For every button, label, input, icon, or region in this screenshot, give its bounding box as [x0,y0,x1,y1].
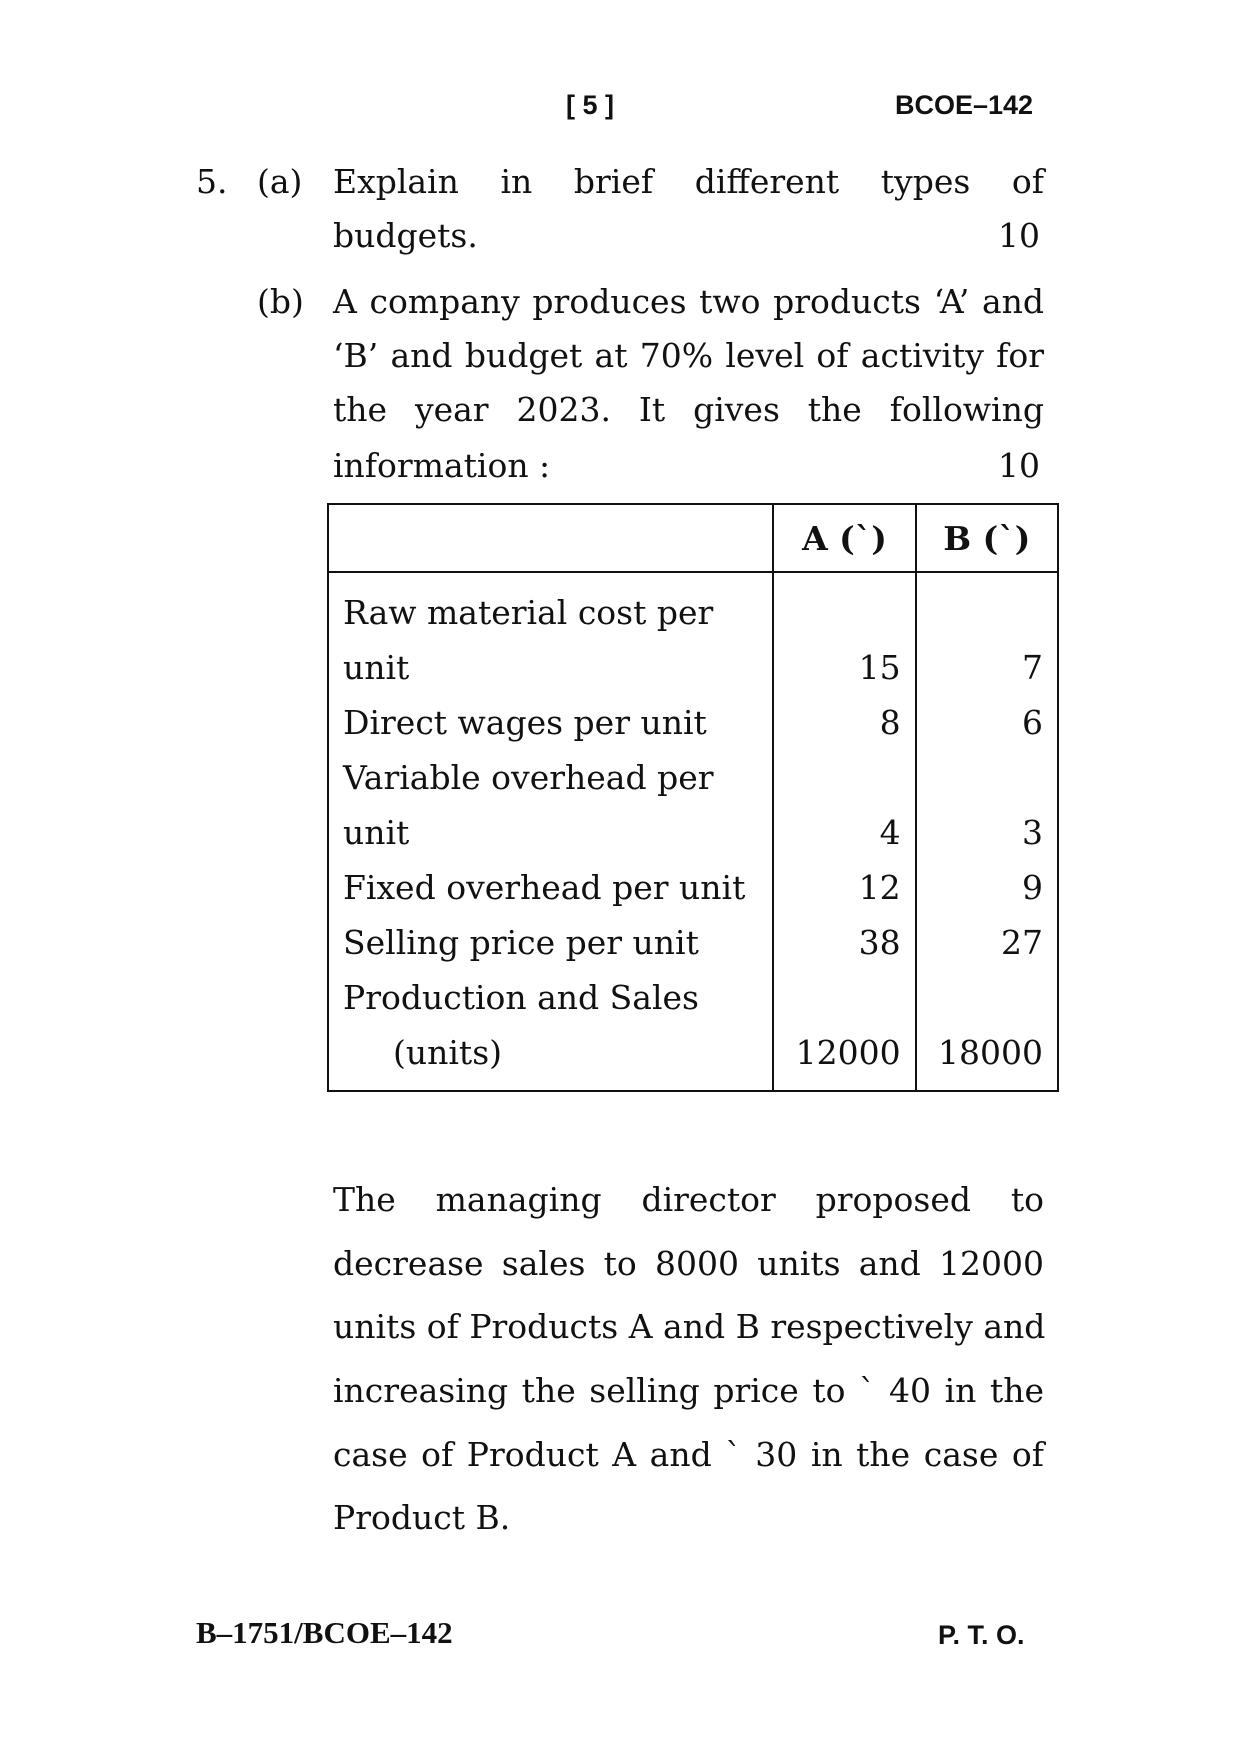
part-b-marks: 10 [998,446,1040,485]
followup-text-line: case of Product A and ` 30 in the case of [333,1435,1044,1474]
part-b-text-line: the year 2023. It gives the following [333,390,1044,429]
row-label [328,695,773,750]
table-row [328,970,1058,1091]
table-row [328,860,1058,915]
row-label-line: Selling price per unit [343,923,699,962]
part-a-label: (a) [257,162,303,201]
followup-text-line: units of Products A and B respectively and [333,1307,1046,1346]
row-label-line: unit [343,648,410,687]
followup-text-line: increasing the selling price to ` 40 in the [333,1371,1044,1410]
value-b: 7 [916,572,1058,695]
value-a: 15 [773,572,915,695]
followup-text-line: decrease sales to 8000 units and 12000 [333,1244,1044,1283]
row-label-line: Variable overhead per [343,758,714,797]
table-row [328,915,1058,970]
value-b: 18000 [916,970,1058,1091]
value-a: 12 [773,860,915,915]
value-b: 6 [916,695,1058,750]
question-number: 5. [196,162,228,201]
row-label [328,915,773,970]
header-blank-cell [328,504,773,572]
course-code: BCOE–142 [895,90,1034,120]
part-b-label: (b) [257,282,304,321]
header-product-a: A (`) [773,504,915,572]
row-label-line: unit [343,813,410,852]
value-a: 38 [773,915,915,970]
cost-information-table [327,503,1059,1092]
row-label-indented: (units) [393,1033,503,1072]
value-a: 8 [773,695,915,750]
row-label [328,860,773,915]
followup-text-line: The managing director proposed to [333,1180,1044,1219]
value-b: 3 [916,750,1058,860]
footer-pto: P. T. O. [938,1620,1025,1650]
table-row [328,750,1058,860]
table-row [328,695,1058,750]
value-b: 9 [916,860,1058,915]
followup-text-line: Product B. [333,1498,511,1537]
row-label [328,750,773,860]
table-header-row [328,504,1058,572]
value-b: 27 [916,915,1058,970]
page-number: [ 5 ] [566,90,615,120]
part-a-text-line: Explain in brief different types of [333,162,1044,201]
row-label-line: Fixed overhead per unit [343,868,746,907]
value-a: 12000 [773,970,915,1091]
row-label [328,572,773,695]
header-product-b: B (`) [916,504,1058,572]
row-label-line: Direct wages per unit [343,703,707,742]
table-row [328,572,1058,695]
value-a: 4 [773,750,915,860]
row-label-line: Raw material cost per [343,593,714,632]
row-label-line: Production and Sales [343,978,699,1017]
part-a-marks: 10 [998,216,1040,255]
footer-paper-code: B–1751/BCOE–142 [196,1615,453,1650]
row-label [328,970,773,1091]
part-a-text-line: budgets. [333,216,478,255]
row-label-line [343,1025,772,1080]
part-b-text-line: A company produces two products ‘A’ and [333,282,1044,321]
part-b-text-line: information : [333,446,551,485]
part-b-text-line: ‘B’ and budget at 70% level of activity for [333,336,1044,375]
